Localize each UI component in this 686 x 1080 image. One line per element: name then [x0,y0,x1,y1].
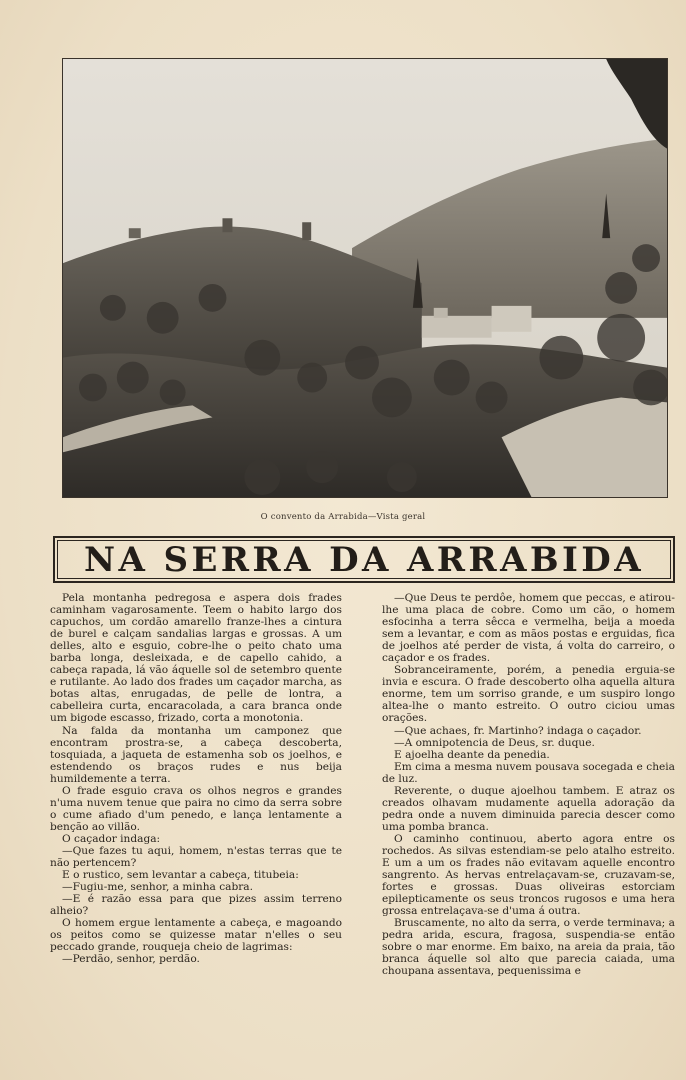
paragraph: Bruscamente, no alto da serra, o verde terminava; a pedra arida, escura, fragosa, suspendia-se então sobre o mar enorme. Em baixo, na areia da praia, tão branca áquelle sol alto que parecia caiada, uma choupana assentava, pequenissima e [382,917,675,978]
paragraph: —Perdão, senhor, perdão. [62,953,200,966]
paragraph: O homem ergue lentamente a cabeça, e magoando os peitos como se quizesse matar n'elles o seu peccado grande, rouqueja cheio de lagrimas: [50,917,342,954]
photo-caption: O convento da Arrabida—Vista geral [260,512,426,522]
paragraph: Sobranceiramente, porém, a penedia erguia-se invia e escura. O frade descoberto olha aquella altura enorme, tem um sorriso grande, e um suspiro longo altea-lhe o manto estreito. O outro ciciou umas orações. [382,664,675,725]
paragraph: —A omnipotencia de Deus, sr. duque. [394,736,595,749]
article-title-box [53,536,675,583]
convent-photo [62,58,668,498]
paragraph: E o rustico, sem levantar a cabeça, titubeia: [62,869,299,882]
paragraph: O caminho continuou, aberto agora entre os rochedos. As silvas estendiam-se pelo atalho estreito. E um a um os frades não evitavam aquelle encontro sangrento. As hervas entrelaçavam-se, cruzavam-se, fortes e grossas. Duas oliveiras estorciam epilepticamente os seus troncos rugosos e uma hera grossa entrelaçava-se d'uma á outra. [382,832,675,918]
paragraph: O caçador indaga: [62,832,161,845]
paragraph: E ajoelha deante da penedia. [394,748,550,761]
landscape-image [63,59,667,497]
paragraph: Na falda da montanha um camponez que encontram prostra-se, a cabeça descoberta, tosquiada, a jaqueta de estamenha sob os joelhos, e estendendo os braços rudes e nus beija humildemente a terra. [50,724,342,785]
paragraph: —Que Deus te perdôe, homem que peccas, e atirou-lhe uma placa de cobre. Como um cão, o homem esfocinha a terra sêcca e vermelha, beija a moeda sem a levantar, e com as mãos postas e erguidas, fica de joelhos até perder de vista, á volta do carreiro, o caçador e os frades. [382,592,675,665]
paragraph: —E é razão essa para que pizes assim terreno alheio? [50,893,342,918]
paragraph: Em cima a mesma nuvem pousava socegada e cheia de luz. [382,760,675,785]
paragraph: —Que fazes tu aqui, homem, n'estas terras que te não pertencem? [50,844,342,870]
article-column-left [50,592,342,965]
article-title: NA SERRA DA ARRABIDA [84,539,644,580]
paragraph: —Que achaes, fr. Martinho? indaga o caçador. [394,724,642,737]
article-column-right [382,592,675,978]
paragraph: Pela montanha pedregosa e aspera dois frades caminham vagarosamente. Teem o habito largo dos capuchos, um cordão amarello franze-lhes a cintura de burel e calçam sandalias largas e grossas. A um delles, alto e esguio, cobre-lhe o peito chato uma barba longa, desleixada, e de capello cahido, a cabeça rapada, lá vão áquelle sol de setembro quente e rutilante. Ao lado dos frades um caçador marcha, as botas altas, enrugadas, de pelle de lontra, a cabelleira curta, encaracolada, a cara branca onde um bigode escasso, frizado, corta a monotonia. [50,592,342,725]
paragraph: Reverente, o duque ajoelhou tambem. E atraz os creados olhavam mudamente aquella adoração da pedra onde a nuvem diminuida parecia descer como uma pomba branca. [382,784,675,833]
paragraph: O frade esguio crava os olhos negros e grandes n'uma nuvem tenue que paira no cimo da serra sobre o cume afiado d'um penedo, e lança lentamente a benção ao villão. [50,784,342,833]
paragraph: —Fugiu-me, senhor, a minha cabra. [62,881,253,894]
